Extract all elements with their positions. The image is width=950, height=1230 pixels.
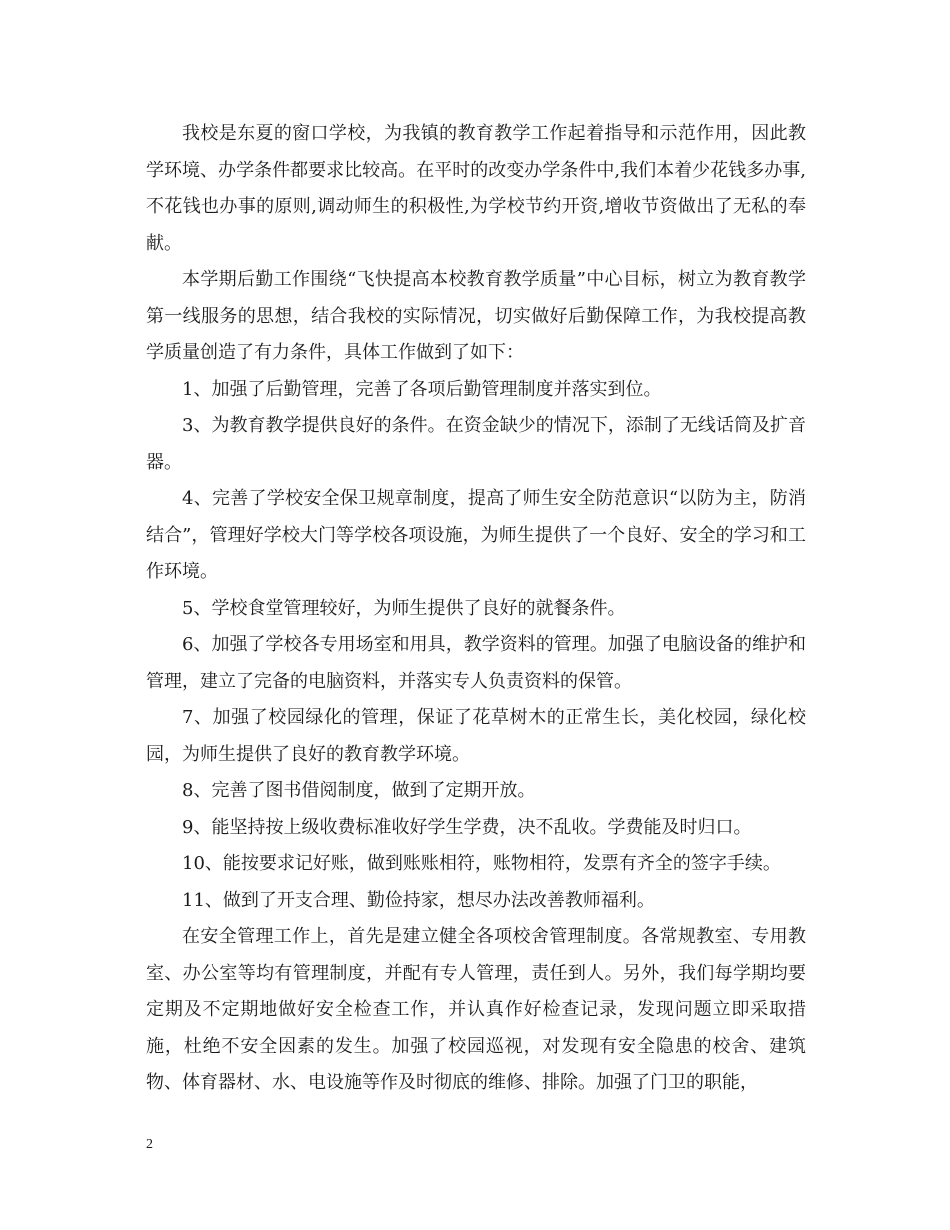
list-item-4: 4、完善了学校安全保卫规章制度，提高了师生安全防范意识“以防为主，防消结合”，管理好学校大门等学校各项设施，为师生提供了一个良好、安全的学习和工作环境。 [146, 488, 806, 582]
body-text [146, 116, 806, 1102]
list-item-11: 11、做到了开支合理、勤俭持家，想尽办法改善教师福利。 [182, 889, 655, 911]
paragraph-work-goal: 本学期后勤工作围绕“飞快提高本校教育教学质量”中心目标，树立为教育教学第一线服务的思想，结合我校的实际情况，切实做好后勤保障工作，为我校提高教学质量创造了有力条件，具体工作做到了如下： [146, 269, 806, 363]
paragraph-safety-management: 在安全管理工作上，首先是建立健全各项校舍管理制度。各常规教室、专用教室、办公室等均有管理制度，并配有专人管理，责任到人。另外，我们每学期均要定期及不定期地做好安全检查工作，并认真作好检查记录，发现问题立即采取措施，杜绝不安全因素的发生。加强了校园巡视，对发现有安全隐患的校舍、建筑物、体育器材、水、电设施等作及时彻底的维修、排除。加强了门卫的职能， [146, 926, 806, 1093]
list-item-3: 3、为教育教学提供良好的条件。在资金缺少的情况下，添制了无线话筒及扩音器。 [146, 415, 806, 473]
list-item-1: 1、加强了后勤管理，完善了各项后勤管理制度并落实到位。 [182, 378, 662, 400]
list-item-8: 8、完善了图书借阅制度，做到了定期开放。 [182, 780, 536, 801]
page-number: 2 [146, 1137, 153, 1152]
paragraph-intro: 我校是东夏的窗口学校，为我镇的教育教学工作起着指导和示范作用，因此教学环境、办学条件都要求比较高。在平时的改变办学条件中,我们本着少花钱多办事,不花钱也办事的原则,调动师生的积极性,为学校节约开资,增收节资做出了无私的奉献。 [146, 123, 806, 254]
list-item-9: 9、能坚持按上级收费标准收好学生学费，决不乱收。学费能及时归口。 [182, 816, 752, 838]
list-item-5: 5、学校食堂管理较好，为师生提供了良好的就餐条件。 [182, 597, 626, 619]
list-item-7: 7、加强了校园绿化的管理，保证了花草树木的正常生长，美化校园，绿化校园，为师生提供了良好的教育教学环境。 [146, 707, 806, 765]
list-item-6: 6、加强了学校各专用场室和用具，教学资料的管理。加强了电脑设备的维护和管理，建立了完备的电脑资料，并落实专人负责资料的保管。 [146, 634, 806, 692]
list-item-10: 10、能按要求记好账，做到账账相符，账物相符，发票有齐全的签字手续。 [182, 853, 781, 874]
